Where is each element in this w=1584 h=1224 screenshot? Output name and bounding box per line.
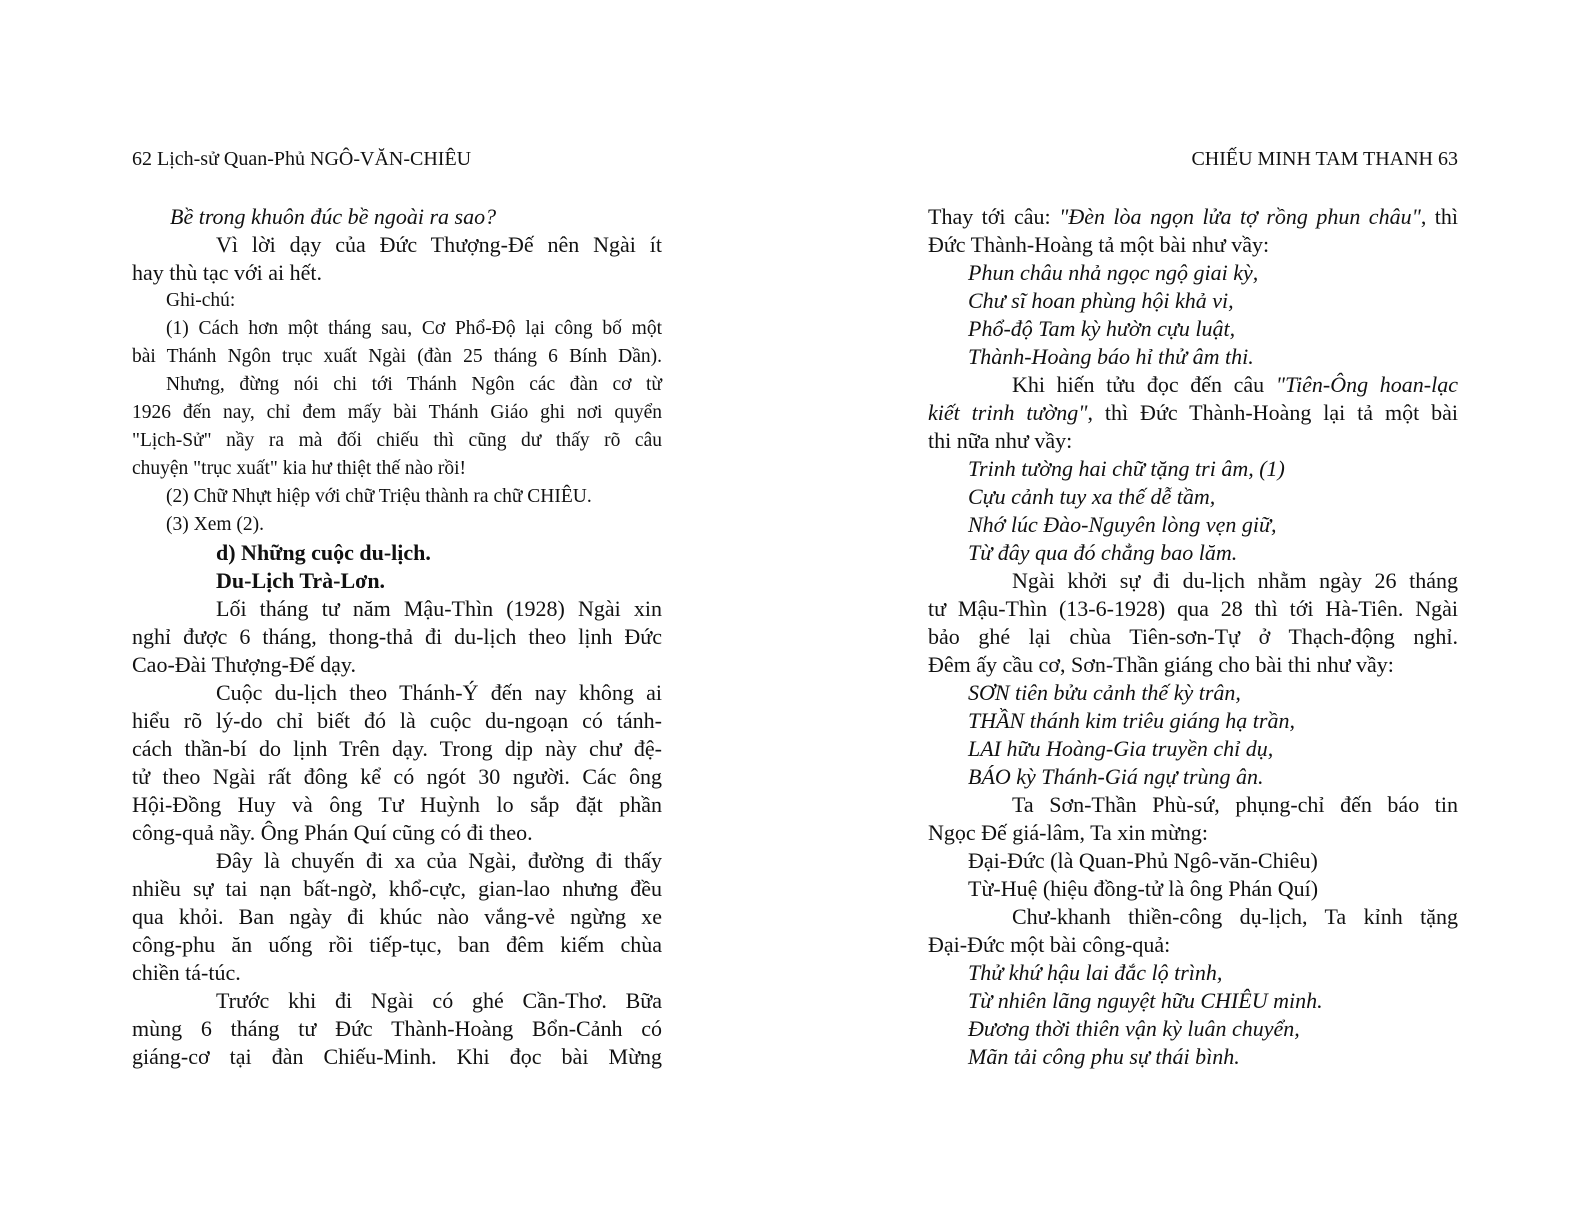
text-run: Khi hiến tửu đọc đến câu [1012, 372, 1276, 397]
verse-line: Thành-Hoàng báo hỉ thử âm thi. [968, 344, 1254, 369]
verse-line: Nhớ lúc Đào-Nguyên lòng vẹn giữ, [968, 512, 1277, 537]
paragraph-line: tư Mậu-Thìn (13-6-1928) qua 28 thì tới Hà-Tiên. Ngài [928, 596, 1458, 621]
paragraph-line: công-phu ăn uống rồi tiếp-tục, ban đêm kiếm chùa [132, 932, 662, 957]
paragraph-line: bảo ghé lại chùa Tiên-sơn-Tự ở Thạch-động nghỉ. [928, 624, 1458, 649]
paragraph-line: Đại-Đức một bài công-quả: [928, 932, 1171, 957]
paragraph-line: Vì lời dạy của Đức Thượng-Đế nên Ngài ít [216, 232, 662, 257]
paragraph-line: hay thù tạc với ai hết. [132, 260, 323, 285]
paragraph-line: Ngài khởi sự đi du-lịch nhằm ngày 26 tháng [1012, 568, 1458, 593]
paragraph-line [928, 371, 1458, 399]
subsection-heading: Du-Lịch Trà-Lơn. [216, 568, 386, 593]
note-line: "Lịch-Sử" nầy ra mà đối chiếu thì cũng dư thấy rõ câu [132, 430, 662, 451]
note-line: chuyện "trục xuất" kia hư thiệt thế nào rồi! [132, 458, 467, 479]
verse-line: Từ đây qua đó chẳng bao lăm. [968, 540, 1238, 565]
paragraph-line: Lối tháng tư năm Mậu-Thìn (1928) Ngài xin [216, 596, 662, 621]
paragraph-line: Cao-Đài Thượng-Đế dạy. [132, 652, 356, 677]
section-heading: d) Những cuộc du-lịch. [216, 540, 431, 565]
verse-line: Từ nhiên lãng nguyệt hữu CHIÊU minh. [968, 988, 1323, 1013]
note-line: (2) Chữ Nhựt hiệp với chữ Triệu thành ra chữ CHIÊU. [166, 486, 592, 507]
verse-line: SƠN tiên bửu cảnh thế kỳ trân, [968, 680, 1241, 705]
verse-line: Phun châu nhả ngọc ngộ giai kỳ, [968, 260, 1259, 285]
left-page-body [132, 203, 662, 1071]
paragraph-line: công-quả nầy. Ông Phán Quí cũng có đi theo. [132, 820, 533, 845]
paragraph-line: hiểu rõ lý-do chỉ biết đó là cuộc du-ngoạn có tánh- [132, 708, 662, 733]
text-run: Thay tới câu: [928, 204, 1060, 229]
right-running-head: CHIẾU MINH TAM THANH 63 [1191, 148, 1458, 170]
right-page-body [928, 203, 1458, 1071]
verse-line: BÁO kỳ Thánh-Giá ngự trùng ân. [968, 764, 1264, 789]
paragraph-line: mùng 6 tháng tư Đức Thành-Hoàng Bổn-Cảnh có [132, 1016, 662, 1041]
paragraph-line: Đức Thành-Hoàng tả một bài như vầy: [928, 232, 1270, 257]
note-line: Nhưng, đừng nói chi tới Thánh Ngôn các đàn cơ từ [166, 374, 662, 395]
quoted-verse: "Tiên-Ông hoan-lạc [1275, 372, 1458, 397]
verse-line: Mãn tải công phu sự thái bình. [968, 1044, 1240, 1069]
verse-line: Thử khứ hậu lai đắc lộ trình, [968, 960, 1223, 985]
verse-line: Phổ-độ Tam kỳ hườn cựu luật, [968, 316, 1236, 341]
text-run: , thì Đức Thành-Hoàng lại tả một bài [1087, 400, 1458, 425]
verse-line: Chư sĩ hoan phùng hội khả vi, [968, 288, 1234, 313]
quoted-verse: "Đèn lòa ngọn lửa tợ rồng phun châu" [1059, 204, 1421, 229]
paragraph-line: Ngọc Đế giá-lâm, Ta xin mừng: [928, 820, 1209, 845]
left-running-head: 62 Lịch-sử Quan-Phủ NGÔ-VĂN-CHIÊU [132, 148, 472, 170]
verse-line: THẦN thánh kim triêu giáng hạ trần, [968, 708, 1295, 733]
verse-line: Cựu cảnh tuy xa thế dễ tầm, [968, 484, 1216, 509]
paragraph-line: Đây là chuyến đi xa của Ngài, đường đi thấy [216, 848, 662, 873]
paragraph-line: Đêm ấy cầu cơ, Sơn-Thần giáng cho bài thi như vầy: [928, 652, 1394, 677]
paragraph-line [928, 399, 1458, 427]
paragraph-line: Trước khi đi Ngài có ghé Cần-Thơ. Bữa [216, 988, 662, 1013]
paragraph-line: cách thần-bí do lịnh Trên dạy. Trong dịp này chư đệ- [132, 736, 662, 761]
verse-line: LAI hữu Hoàng-Gia truyền chỉ dụ, [968, 736, 1274, 761]
paragraph-line: qua khỏi. Ban ngày đi khúc nào vắng-vẻ ngừng xe [132, 904, 662, 929]
note-line: bài Thánh Ngôn trục xuất Ngài (đàn 25 tháng 6 Bính Dần). [132, 346, 662, 367]
paragraph-line: tử theo Ngài rất đông kể có ngót 30 người. Các ông [132, 764, 662, 789]
dedication-line: Từ-Huệ (hiệu đồng-tử là ông Phán Quí) [968, 876, 1319, 901]
note-line: 1926 đến nay, chỉ đem mấy bài Thánh Giáo ghi nơi quyển [132, 402, 662, 423]
verse-line: Đương thời thiên vận kỳ luân chuyển, [968, 1016, 1300, 1041]
paragraph-line: giáng-cơ tại đàn Chiếu-Minh. Khi đọc bài Mừng [132, 1044, 662, 1069]
verse-line: Bề trong khuôn đúc bề ngoài ra sao? [170, 204, 497, 229]
paragraph-line: chiền tá-túc. [132, 960, 241, 985]
paragraph-line: thi nữa như vầy: [928, 428, 1073, 453]
paragraph-line: Hội-Đồng Huy và ông Tư Huỳnh lo sắp đặt phần [132, 792, 662, 817]
paragraph-line: nghỉ được 6 tháng, thong-thả đi du-lịch theo lịnh Đức [132, 624, 662, 649]
quoted-verse: kiết trinh tường" [928, 400, 1088, 425]
verse-line: Trinh tường hai chữ tặng tri âm, (1) [968, 456, 1285, 481]
paragraph-line: Chư-khanh thiền-công dụ-lịch, Ta kỉnh tặng [1012, 904, 1458, 929]
note-heading: Ghi-chú: [166, 290, 236, 311]
note-line: (3) Xem (2). [166, 514, 265, 535]
dedication-line: Đại-Đức (là Quan-Phủ Ngô-văn-Chiêu) [968, 848, 1318, 873]
note-line: (1) Cách hơn một tháng sau, Cơ Phổ-Độ lại công bố một [166, 318, 662, 339]
text-run: , thì [1420, 204, 1458, 229]
paragraph-line: Ta Sơn-Thần Phù-sứ, phụng-chỉ đến báo tin [1012, 792, 1458, 817]
paragraph-line: Cuộc du-lịch theo Thánh-Ý đến nay không ai [216, 680, 662, 705]
paragraph-line [928, 203, 1458, 231]
paragraph-line: nhiều sự tai nạn bất-ngờ, khổ-cực, gian-lao nhưng đều [132, 876, 662, 901]
